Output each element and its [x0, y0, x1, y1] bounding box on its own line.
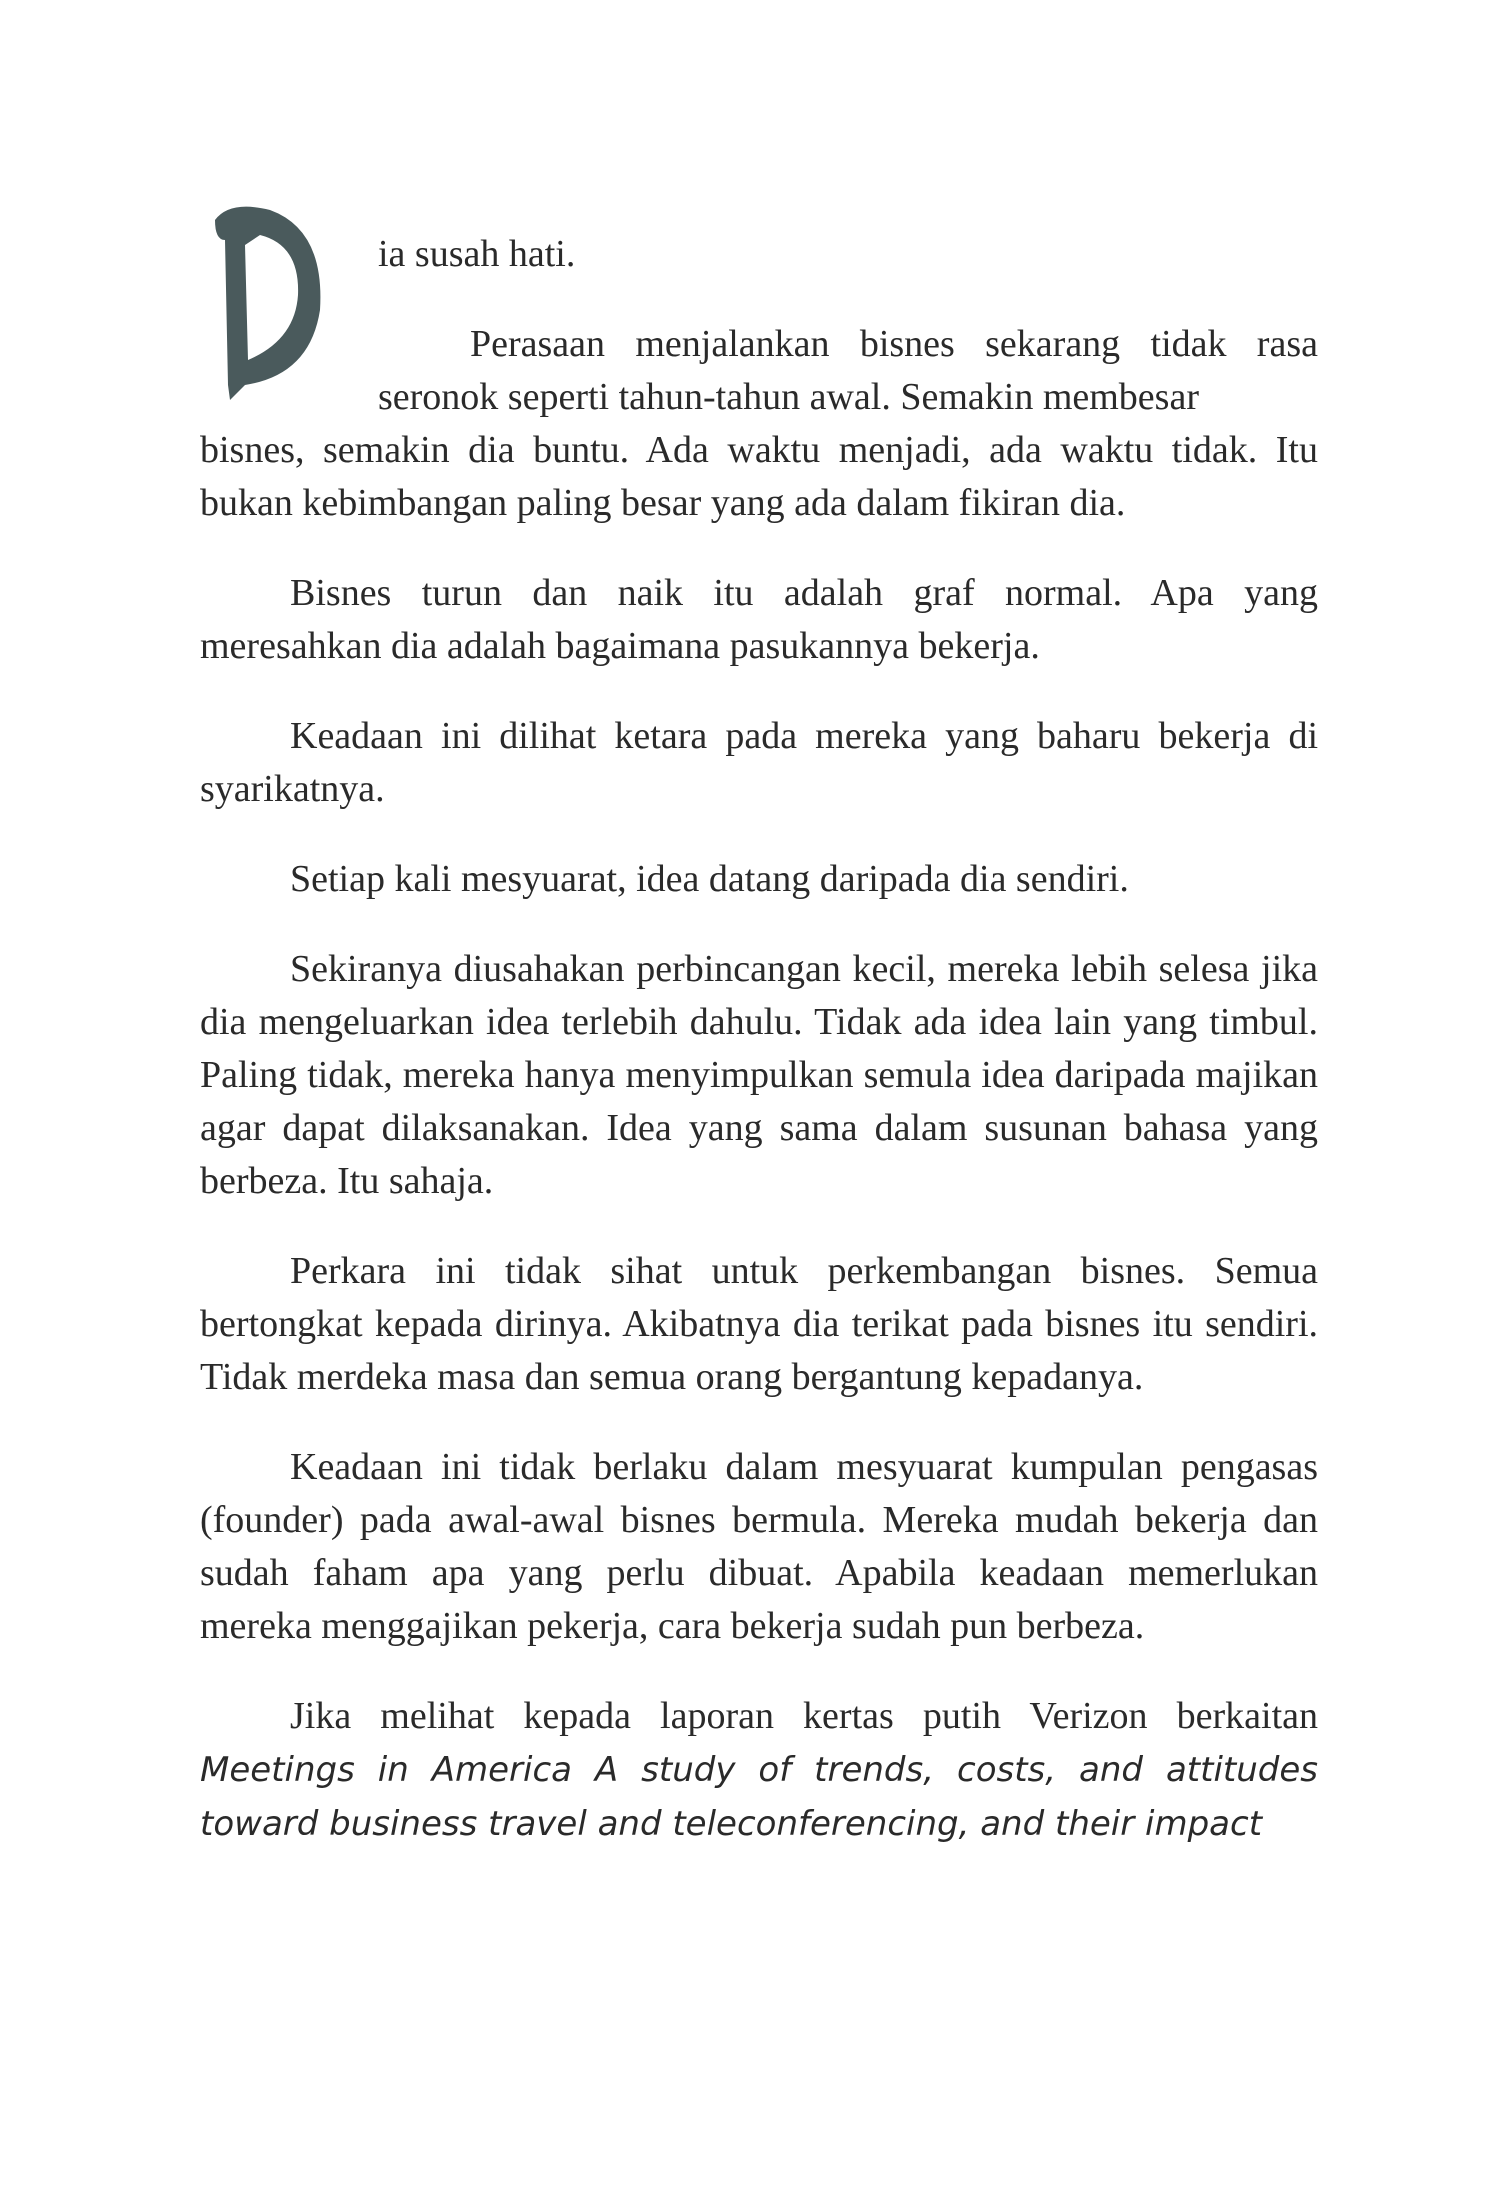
paragraph-8-text: Jika melihat kepada laporan kertas putih Verizon berkaitan [290, 1695, 1318, 1737]
paragraph-5: Sekiranya diusahakan perbincangan kecil, mereka lebih selesa jika dia mengeluarkan idea terlebih dahulu. Tidak ada idea lain yang timbul. Paling tidak, mereka hanya menyimpulkan semula idea daripada majikan agar dapat dilaksanakan. Idea yang sama dalam susunan bahasa yang berbeza. Itu sahaja. [200, 948, 1318, 1202]
paragraph-2: Bisnes turun dan naik itu adalah graf normal. Apa yang meresahkan dia adalah bagaimana pasukannya bekerja. [200, 572, 1318, 667]
report-title-italic: Meetings in America A study of trends, costs, and attitudes toward business travel and teleconferencing, and their impact [200, 1750, 1318, 1844]
document-page [200, 200, 1318, 1851]
paragraph-6: Perkara ini tidak sihat untuk perkembangan bisnes. Semua bertongkat kepada dirinya. Akibatnya dia terikat pada bisnes itu sendiri. Tidak merdeka masa dan semua orang bergantung kepadanya. [200, 1250, 1318, 1398]
paragraph-opening: ia susah hati. [378, 233, 576, 275]
paragraph-1a: Perasaan menjalankan bisnes sekarang tidak rasa seronok seperti tahun-tahun awal. Semakin membesar [378, 323, 1318, 418]
paragraph-3: Keadaan ini dilihat ketara pada mereka yang baharu bekerja di syarikatnya. [200, 715, 1318, 810]
paragraph-7: Keadaan ini tidak berlaku dalam mesyuarat kumpulan pengasas (founder) pada awal-awal bisnes bermula. Mereka mudah bekerja dan sudah faham apa yang perlu dibuat. Apabila keadaan memerlukan mereka menggajikan pekerja, cara bekerja sudah pun berbeza. [200, 1446, 1318, 1647]
dropcap-letter-d [200, 200, 340, 400]
paragraph-8 [200, 1690, 1318, 1851]
paragraph-4: Setiap kali mesyuarat, idea datang daripada dia sendiri. [290, 858, 1129, 900]
paragraph-1b: bisnes, semakin dia buntu. Ada waktu menjadi, ada waktu tidak. Itu bukan kebimbangan paling besar yang ada dalam fikiran dia. [200, 429, 1318, 524]
